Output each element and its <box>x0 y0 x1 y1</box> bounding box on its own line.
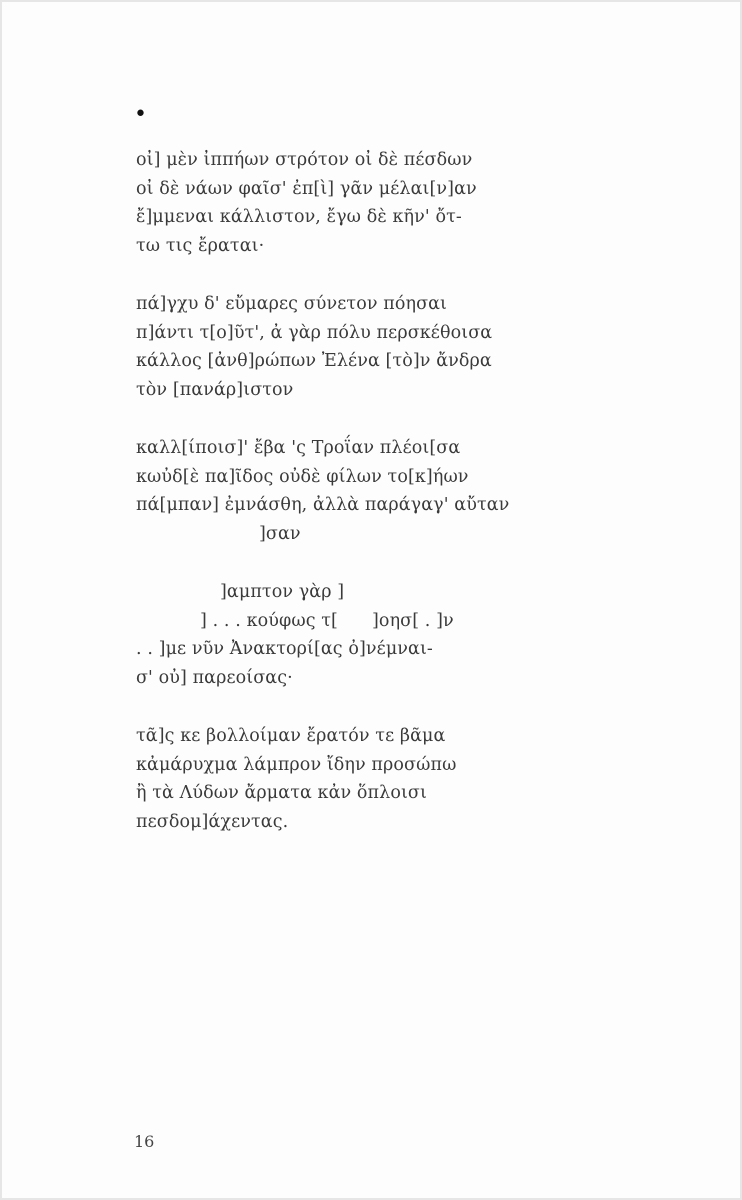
poem-line: κωὐδ[ὲ πα]ῖδος οὐδὲ φίλων το[κ]ήων <box>136 466 469 487</box>
poem-line: τᾶ]ς κε βολλοίμαν ἔρατόν τε βᾶμα <box>136 726 446 746</box>
fragment-left: ] . . . κούφως τ[ <box>200 610 338 631</box>
poem-line-fragmentary <box>136 607 656 636</box>
poem-line: τὸν [πανάρ]ιστον <box>136 379 294 400</box>
poem-line: κάλλος [ἀνθ]ρώπων Ἐλένα [τὸ]ν ἄνδρα <box>136 351 492 371</box>
stanza-2 <box>136 290 656 404</box>
poem-line: ]αμπτον γὰρ ] <box>220 582 345 602</box>
poem-line: τω τις ἔραται· <box>136 235 265 256</box>
stanza-1 <box>136 146 656 260</box>
poem-line: καλλ[ίποισ]' ἔβα 'ς Τροΐαν πλέοι[σα <box>136 438 461 458</box>
poem-text <box>136 146 656 866</box>
poem-line: κἀμάρυχμα λάμπρον ἴδην προσώπω <box>136 754 457 775</box>
poem-line: ]σαν <box>259 523 301 544</box>
poem-line: πά[μπαν] ἐμνάσθη, ἀλλὰ παράγαγ' αὔταν <box>136 495 510 515</box>
page-number: 16 <box>134 1132 155 1151</box>
poem-line: οἰ δὲ νάων φαῖσ' ἐπ[ὶ] γᾶν μέλαι[ν]αν <box>136 178 477 199</box>
section-bullet: • <box>134 102 147 127</box>
fragment-right: ]οησ[ . ]ν <box>372 610 454 631</box>
poem-line: ἢ τὰ Λύδων ἄρματα κἀν ὅπλοισι <box>136 783 427 803</box>
poem-line: σ' οὐ] παρεοίσας· <box>136 667 293 688</box>
stanza-5 <box>136 722 656 836</box>
poem-line: πά]γχυ δ' εὔμαρες σύνετον πόησαι <box>136 294 447 314</box>
stanza-3 <box>136 434 656 548</box>
poem-line: οἰ] μὲν ἰππήων στρότον οἰ δὲ πέσδων <box>136 150 473 170</box>
poem-line: ἔ]μμεναι κάλλιστον, ἔγω δὲ κῆν' ὄτ- <box>136 207 462 227</box>
poem-line: . . ]με νῦν Ἀνακτορί[ας ὀ]νέμναι- <box>136 639 433 659</box>
stanza-4 <box>136 578 656 692</box>
poem-line: πεσδομ]άχεντας. <box>136 811 289 832</box>
poem-line: π]άντι τ[ο]ῦτ', ἀ γὰρ πόλυ περσκέθοισα <box>136 322 493 343</box>
